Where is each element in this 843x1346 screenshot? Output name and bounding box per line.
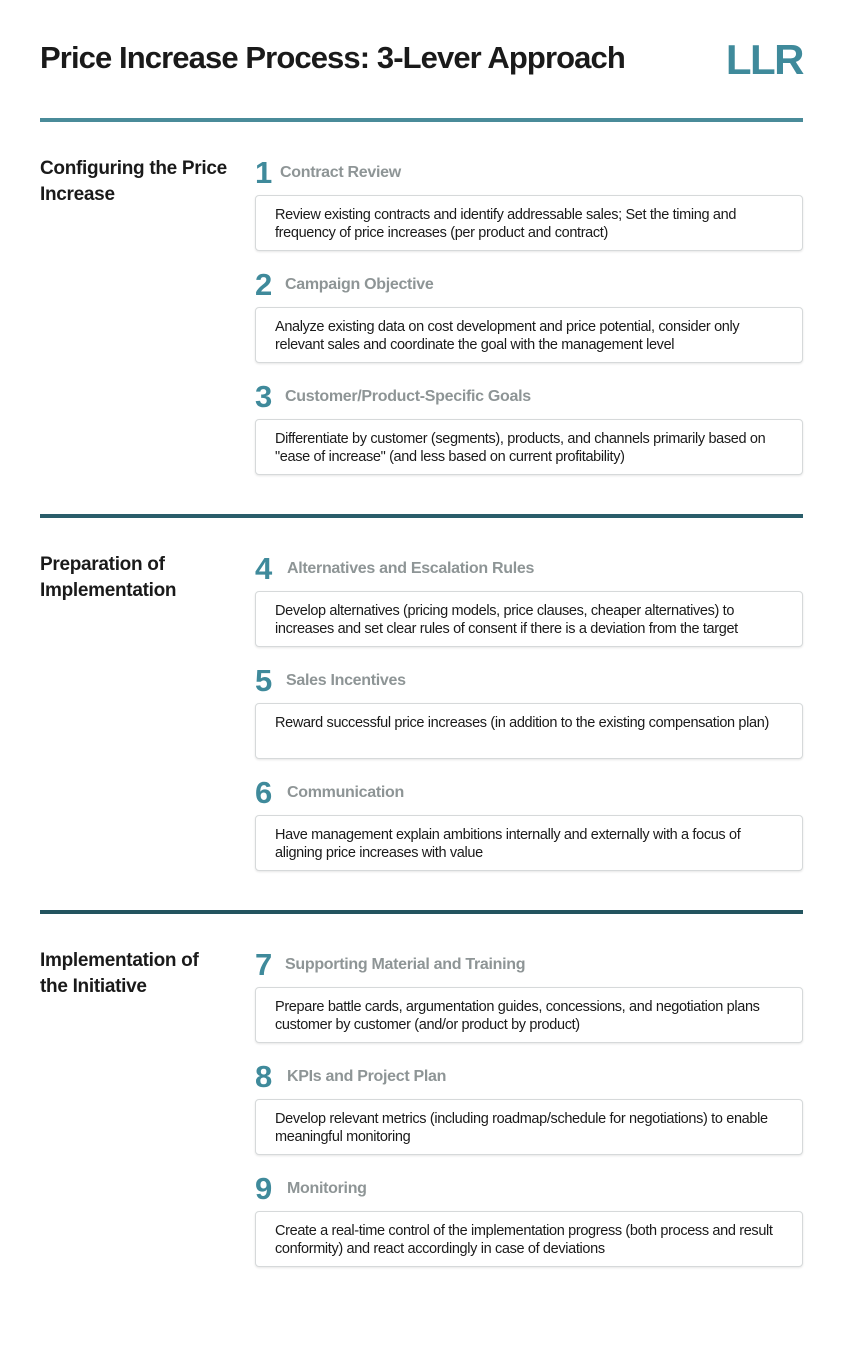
step-description-box [255, 419, 803, 475]
step-description-box [255, 195, 803, 251]
step-sales-incentives [255, 663, 803, 731]
section-implementation [40, 910, 803, 1270]
step-title: KPIs and Project Plan [287, 1068, 447, 1085]
step-description: Have management explain ambitions internally and externally with a focus of aligning price increases with value [275, 827, 741, 861]
step-number: 9 [255, 1171, 273, 1206]
section-divider [40, 514, 803, 518]
step-number: 5 [255, 663, 273, 698]
section-divider [40, 910, 803, 914]
section-preparation [40, 514, 803, 874]
section-title: Preparation of Implementation [40, 554, 177, 601]
step-description-box [255, 591, 803, 647]
step-description: Analyze existing data on cost development and price potential, consider only relevant sales and coordinate the goal with the management level [275, 319, 740, 353]
step-campaign-objective [255, 267, 803, 353]
step-title: Communication [287, 784, 404, 801]
step-description-box [255, 703, 803, 759]
step-title: Supporting Material and Training [285, 956, 526, 973]
section-title: Implementation of the Initiative [40, 950, 199, 997]
step-description: Develop alternatives (pricing models, price clauses, cheaper alternatives) to increases and set clear rules of consent if there is a deviation from the target [275, 603, 738, 637]
step-number: 4 [255, 551, 273, 586]
step-title: Campaign Objective [285, 276, 434, 293]
step-description: Reward successful price increases (in addition to the existing compensation plan) [275, 715, 769, 731]
step-description: Review existing contracts and identify addressable sales; Set the timing and frequency of price increases (per product and contract) [275, 207, 737, 241]
step-description: Differentiate by customer (segments), products, and channels primarily based on "ease of increase" (and less based on current profitability) [275, 431, 766, 465]
step-monitoring [255, 1171, 803, 1257]
page-title: Price Increase Process: 3-Lever Approach [40, 40, 625, 75]
step-supporting-material [255, 947, 803, 1033]
step-number: 8 [255, 1059, 273, 1094]
step-number: 7 [255, 947, 273, 982]
step-title: Sales Incentives [286, 672, 406, 689]
step-communication [255, 775, 803, 861]
step-title: Alternatives and Escalation Rules [287, 560, 535, 577]
step-title: Contract Review [280, 164, 401, 181]
step-customer-product-goals [255, 379, 803, 465]
step-description-box [255, 1211, 803, 1267]
step-description: Develop relevant metrics (including roadmap/schedule for negotiations) to enable meaningful monitoring [275, 1111, 768, 1145]
step-kpis-project-plan [255, 1059, 803, 1145]
step-description-box [255, 307, 803, 363]
llr-logo: LLR [725, 36, 803, 83]
step-number: 3 [255, 379, 273, 414]
step-alternatives-escalation [255, 551, 803, 637]
section-divider [40, 118, 803, 122]
step-description: Prepare battle cards, argumentation guides, concessions, and negotiation plans customer by customer (and/or product by product) [275, 999, 760, 1033]
step-title: Monitoring [287, 1180, 367, 1197]
section-configuring [40, 118, 803, 478]
step-title: Customer/Product-Specific Goals [285, 388, 531, 405]
step-number: 2 [255, 267, 273, 302]
step-description-box [255, 987, 803, 1043]
section-title: Configuring the Price Increase [40, 158, 227, 205]
step-description-box [255, 815, 803, 871]
step-number: 6 [255, 775, 273, 810]
step-description-box [255, 1099, 803, 1155]
page-header [40, 36, 803, 86]
step-contract-review [255, 155, 803, 241]
step-number: 1 [255, 155, 273, 190]
step-description: Create a real-time control of the implementation progress (both process and result conformity) and react accordingly in case of deviations [275, 1223, 773, 1257]
